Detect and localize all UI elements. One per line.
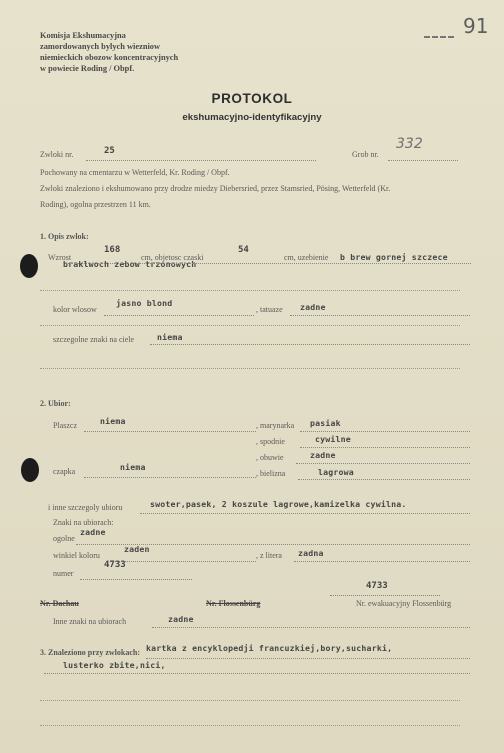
tatuaze-label: , tatuaze: [256, 305, 283, 314]
plaszcz-line: [84, 431, 256, 432]
inne-line: [140, 513, 470, 514]
ewak-struck-left: Nr. Dachau: [40, 599, 79, 608]
uzebienie-label: cm, uzebienie: [284, 253, 329, 262]
obuwie-value: zadne: [310, 450, 336, 460]
plaszcz-label: Plaszcz: [53, 421, 77, 430]
znaki-line: [150, 344, 470, 345]
pochowany-text: Pochowany na cmentarzu w Wetterfeld, Kr. Roding / Obpf.: [40, 168, 230, 177]
header-line: w powiecie Roding / Obpf.: [40, 64, 135, 73]
zwloki-value: 25: [104, 146, 115, 156]
section3-value: kartka z encyklopedji francuzkiej,bory,sucharki,: [146, 643, 393, 653]
ogolne-label: ogolne: [53, 534, 75, 543]
wzrost-line: [66, 263, 471, 264]
bielizna-value: lagrowa: [318, 467, 354, 477]
czapka-line: [84, 477, 256, 478]
litera-line: [294, 561, 470, 562]
grob-label: Grob nr.: [352, 150, 379, 159]
spodnie-line: [300, 447, 470, 448]
marynarka-value: pasiak: [310, 418, 341, 428]
blank-line: [40, 725, 460, 726]
numer-label: numer: [53, 569, 74, 578]
header-line: Komisja Ekshumacyjna: [40, 31, 126, 40]
znaki-value: niema: [157, 332, 183, 342]
marynarka-line: [300, 431, 470, 432]
kolor-label: kolor wlosow: [53, 305, 97, 314]
czapka-label: czapka: [53, 467, 76, 476]
ogolne-value: zadne: [80, 527, 106, 537]
plaszcz-value: niema: [100, 416, 126, 426]
inne-znaki-label: Inne znaki na ubiorach: [53, 617, 127, 626]
ewak-label: Nr. ewakuacyjny Flossenbürg: [356, 599, 452, 608]
znaleziono-text: Zwloki znaleziono i ekshumowano przy drodze miedzy Diebersried, przez Stamsried, Pösing, Wetterfeld (Kr.: [40, 184, 391, 193]
inne-label: i inne szczegoly ubioru: [48, 503, 123, 512]
tatuaze-value: zadne: [300, 302, 326, 312]
ewak-line: [330, 595, 440, 596]
ewak-struck-mid: Nr. Flossenbürg: [206, 599, 261, 608]
znaki-ubior-label: Znaki na ubiorach:: [53, 518, 114, 527]
blank-line: [40, 290, 460, 291]
section3-value-2: lusterko zbite,nici,: [63, 660, 166, 670]
ewak-number: 4733: [366, 581, 388, 591]
uzebienie-value: b brew gornej szczece: [340, 252, 448, 262]
inne-znaki-value: zadne: [168, 614, 194, 624]
section3-heading: 3. Znaleziono przy zwlokach:: [40, 648, 140, 657]
obuwie-line: [296, 463, 470, 464]
section3-line: [146, 658, 470, 659]
blank-line: [40, 368, 460, 369]
winkiel-label: winkiel koloru: [53, 551, 100, 560]
tatuaze-line: [290, 315, 470, 316]
cm-label: cm, objetosc czaski: [141, 253, 204, 262]
litera-value: zadna: [298, 548, 324, 558]
numer-value: 4733: [104, 560, 126, 570]
grob-value: 332: [396, 136, 423, 152]
zwloki-label: Zwloki nr.: [40, 150, 74, 159]
litera-label: , z litera: [256, 551, 282, 560]
winkiel-value: zaden: [124, 544, 150, 554]
section2-heading: 2. Ubior:: [40, 399, 71, 408]
punch-hole: [21, 458, 39, 482]
inne-value: swoter,pasek, 2 koszule lagrowe,kamizelka cywilna.: [150, 499, 407, 509]
wzrost-value: 168: [104, 245, 121, 255]
section1-heading: 1. Opis zwlok:: [40, 232, 89, 241]
kolor-value: jasno blond: [116, 298, 173, 308]
blank-line: [40, 325, 460, 326]
znaki-label: szczegolne znaki na ciele: [53, 335, 135, 344]
document-title: PROTOKOL: [211, 91, 293, 106]
document-subtitle: ekshumacyjno-identyfikacyjny: [182, 112, 322, 123]
winkiel-line: [110, 561, 256, 562]
spodnie-value: cywilne: [315, 434, 351, 444]
punch-hole: [20, 254, 38, 278]
zwloki-line: [86, 160, 316, 161]
uzebienie-value-2: braklwoch zebow trzonowych: [63, 259, 197, 269]
wzrost-label: Wzrost: [48, 253, 72, 262]
marynarka-label: , marynarka: [256, 421, 295, 430]
commission-header: [40, 30, 178, 74]
numer-line: [80, 579, 192, 580]
page-number-dashes: [424, 36, 454, 38]
spodnie-label: , spodnie: [256, 437, 285, 446]
section3-line-2: [44, 673, 470, 674]
grob-line: [388, 160, 458, 161]
blank-line: [40, 700, 460, 701]
obuwie-label: , obuwie: [256, 453, 284, 462]
bielizna-label: , bielizna: [256, 469, 286, 478]
header-line: zamordowanych bylych wiezniow: [40, 42, 161, 51]
header-line: niemieckich obozow koncentracyjnych: [40, 53, 179, 62]
kolor-line: [104, 315, 254, 316]
czapka-value: niema: [120, 462, 146, 472]
czaska-value: 54: [238, 245, 249, 255]
znaleziono-text-2: Roding), ogolna przestrzen 11 km.: [40, 200, 151, 209]
inne-znaki-line: [152, 627, 470, 628]
bielizna-line: [298, 479, 470, 480]
page-number: 91: [463, 14, 489, 38]
